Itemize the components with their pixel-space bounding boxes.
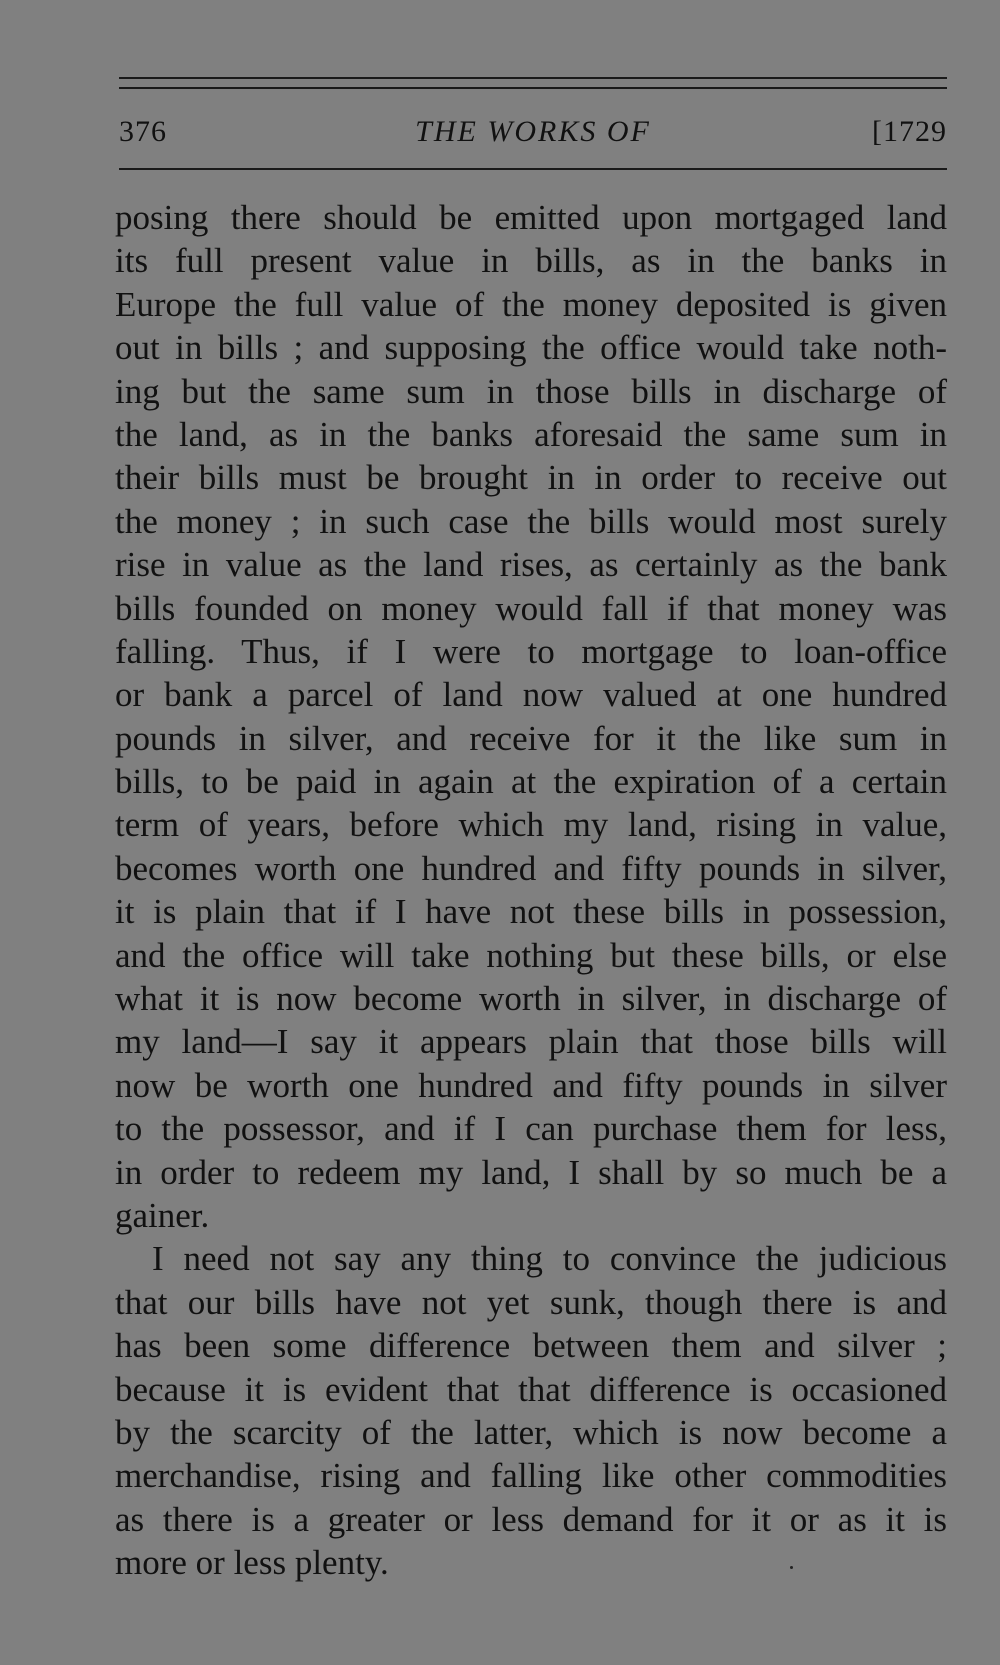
text-line: their bills must be brought in in order to receive out [115, 458, 947, 498]
page-body [115, 196, 947, 1585]
text-line: Europe the full value of the money deposited is given [115, 284, 947, 324]
text-line: the money ; in such case the bills would most surely [115, 501, 947, 541]
text-line: my land—I say it appears plain that those bills will [115, 1022, 947, 1062]
text-line: or bank a parcel of land now valued at one hundred [115, 675, 947, 715]
paragraph [115, 196, 947, 1237]
text-line: I need not say any thing to convince the judicious [152, 1239, 947, 1279]
header-year: [1729 [872, 115, 947, 148]
header-bottom-rule [119, 168, 947, 170]
text-line: it is plain that if I have not these bills in possession, [115, 892, 947, 932]
text-line: pounds in silver, and receive for it the like sum in [115, 718, 947, 758]
text-line: the land, as in the banks aforesaid the same sum in [115, 414, 947, 454]
text-line: what it is now become worth in silver, in discharge of [115, 979, 947, 1019]
text-line: as there is a greater or less demand for it or as it is [115, 1499, 947, 1539]
text-line: because it is evident that that difference is occasioned [115, 1369, 947, 1409]
header-top-rule [119, 77, 947, 79]
text-line: term of years, before which my land, rising in value, [115, 805, 947, 845]
text-line: more or less plenty. [115, 1543, 389, 1583]
text-line: bills founded on money would fall if that money was [115, 588, 947, 628]
text-line: now be worth one hundred and fifty pounds in silver [115, 1065, 947, 1105]
text-line: and the office will take nothing but these bills, or else [115, 935, 947, 975]
header-second-rule [119, 87, 947, 89]
text-line: out in bills ; and supposing the office would take noth- [115, 328, 947, 368]
running-title: THE WORKS OF [415, 115, 651, 148]
text-line: gainer. [115, 1195, 210, 1235]
text-line: that our bills have not yet sunk, though there is and [115, 1282, 947, 1322]
text-line: merchandise, rising and falling like other commodities [115, 1456, 947, 1496]
text-line: posing there should be emitted upon mortgaged land [115, 198, 947, 237]
text-line: ing but the same sum in those bills in discharge of [115, 371, 947, 411]
running-header [119, 111, 947, 155]
paragraph [115, 1237, 947, 1584]
text-line: becomes worth one hundred and fifty pounds in silver, [115, 848, 947, 888]
text-line: bills, to be paid in again at the expiration of a certain [115, 762, 947, 802]
text-line: has been some difference between them and silver ; [115, 1326, 947, 1366]
text-line: its full present value in bills, as in the banks in [115, 241, 947, 281]
text-line: falling. Thus, if I were to mortgage to loan-office [115, 631, 947, 671]
text-line: by the scarcity of the latter, which is now become a [115, 1412, 947, 1452]
text-line: in order to redeem my land, I shall by so much be a [115, 1152, 947, 1192]
text-line: rise in value as the land rises, as certainly as the bank [115, 545, 947, 585]
print-speck [790, 1566, 793, 1569]
page-number: 376 [119, 115, 167, 148]
text-line: to the possessor, and if I can purchase them for less, [115, 1109, 947, 1149]
